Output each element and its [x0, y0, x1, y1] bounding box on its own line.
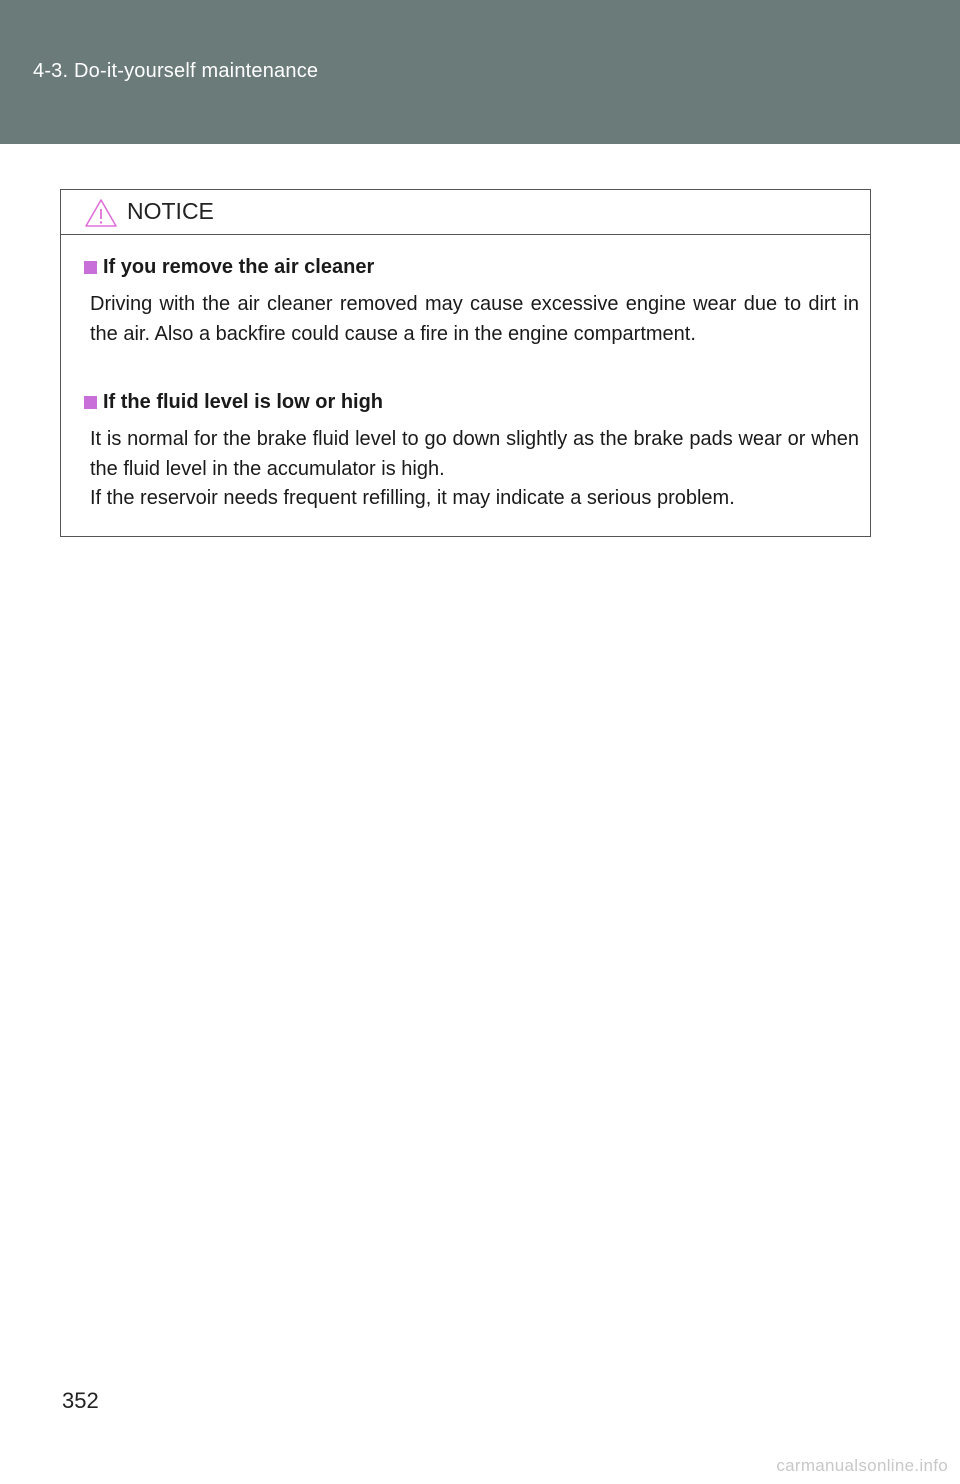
- notice-label: NOTICE: [127, 198, 214, 224]
- item-body: [90, 425, 859, 514]
- page-number: 352: [62, 1388, 99, 1413]
- header-band: [0, 0, 960, 144]
- item-paragraph: If the reservoir needs frequent refilling, it may indicate a serious problem.: [90, 487, 735, 509]
- item-title: If the fluid level is low or high: [103, 391, 384, 413]
- notice-header: [61, 190, 870, 235]
- warning-triangle-icon: [84, 198, 118, 228]
- notice-box: [60, 189, 871, 537]
- watermark: carmanualsonline.info: [776, 1456, 948, 1475]
- item-paragraph: Driving with the air cleaner removed may cause excessive engine wear due to dirt in the air. Also a backfire could cause a fire in the engine compartment.: [90, 293, 859, 345]
- item-body: [90, 290, 859, 349]
- item-title: If you remove the air cleaner: [103, 256, 375, 278]
- item-paragraph: It is normal for the brake fluid level to go down slightly as the brake pads wear or when the fluid level in the accumulator is high.: [90, 428, 859, 480]
- section-title: 4-3. Do-it-yourself maintenance: [33, 60, 319, 82]
- bullet-square-icon: [84, 261, 97, 274]
- bullet-square-icon: [84, 396, 97, 409]
